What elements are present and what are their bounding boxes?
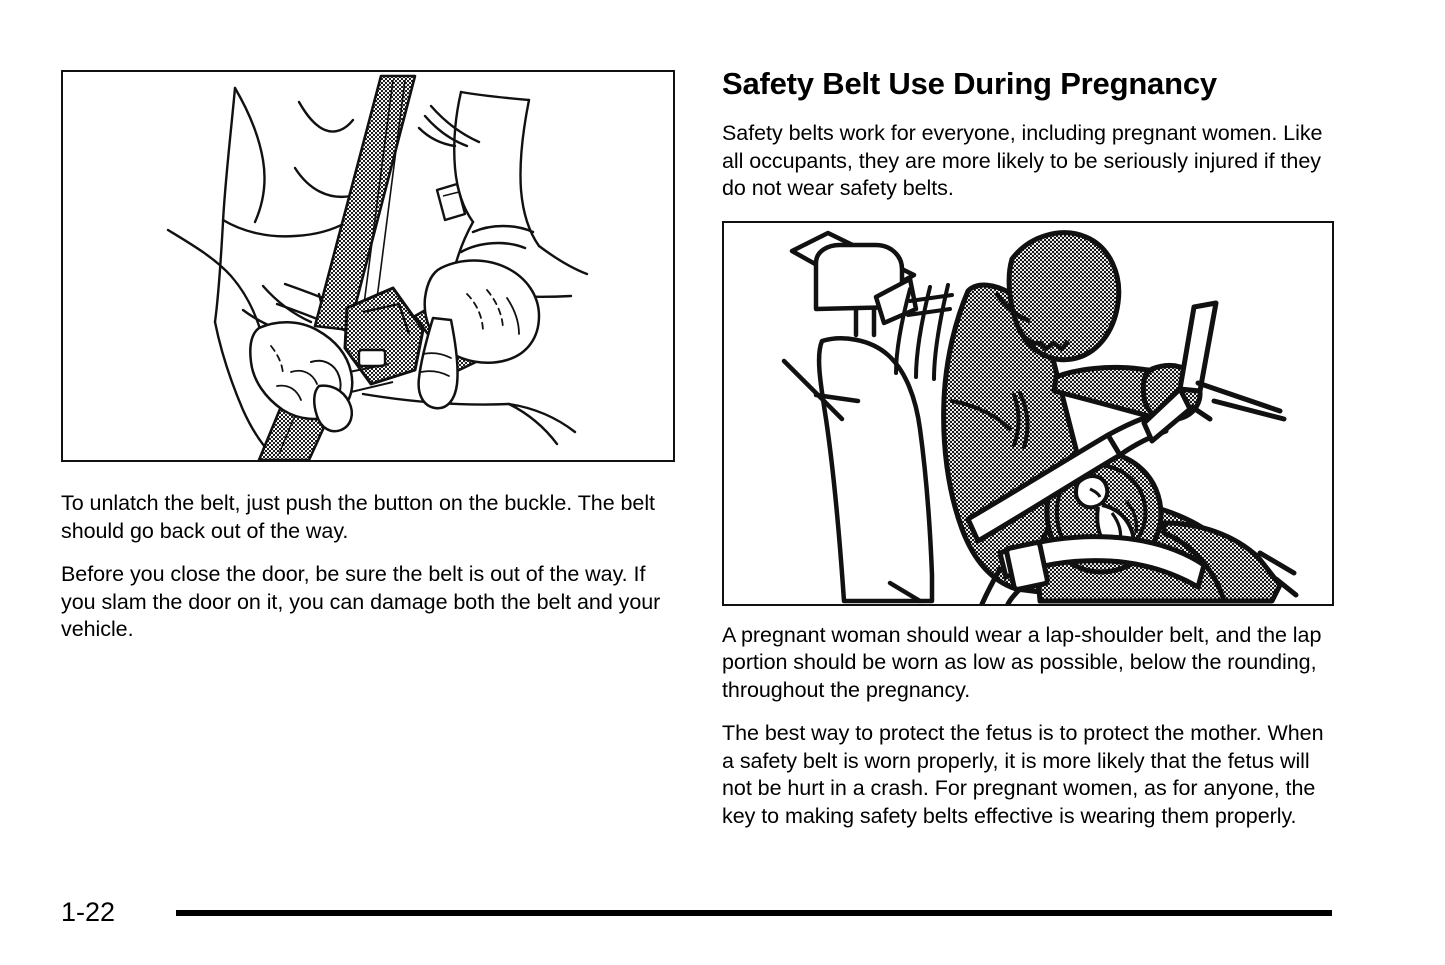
- left-column: [61, 70, 675, 644]
- paragraph-unlatch: To unlatch the belt, just push the button on the buckle. The belt should go back out of the way.: [61, 491, 655, 543]
- unlatch-belt-illustration: [63, 72, 673, 460]
- page-footer: [0, 896, 1445, 942]
- paragraph-close-door: Before you close the door, be sure the belt is out of the way. If you slam the door on it, you can damage both the belt and your vehicle.: [61, 562, 661, 641]
- figure-pregnant-belt: [722, 221, 1334, 606]
- page-number: 1-22: [61, 897, 116, 927]
- right-column: [722, 66, 1334, 830]
- figure-unlatch-belt: [61, 70, 675, 462]
- left-column-text: [61, 490, 675, 644]
- pregnancy-belt-illustration: [724, 223, 1332, 604]
- paragraph-intro: Safety belts work for everyone, including pregnant women. Like all occupants, they are more likely to be seriously injured if they do not wear safety belts.: [722, 121, 1323, 200]
- paragraph-protect-fetus: The best way to protect the fetus is to protect the mother. When a safety belt is worn properly, it is more likely that the fetus will not be hurt in a crash. For pregnant women, as for anyone, the key to making safety belts effective is wearing them properly.: [722, 721, 1324, 828]
- paragraph-lap-shoulder: A pregnant woman should wear a lap-shoulder belt, and the lap portion should be worn as low as possible, below the rounding, throughout the pregnancy.: [722, 622, 1322, 702]
- section-heading: Safety Belt Use During Pregnancy: [722, 66, 1217, 101]
- footer-rule: [176, 910, 1332, 916]
